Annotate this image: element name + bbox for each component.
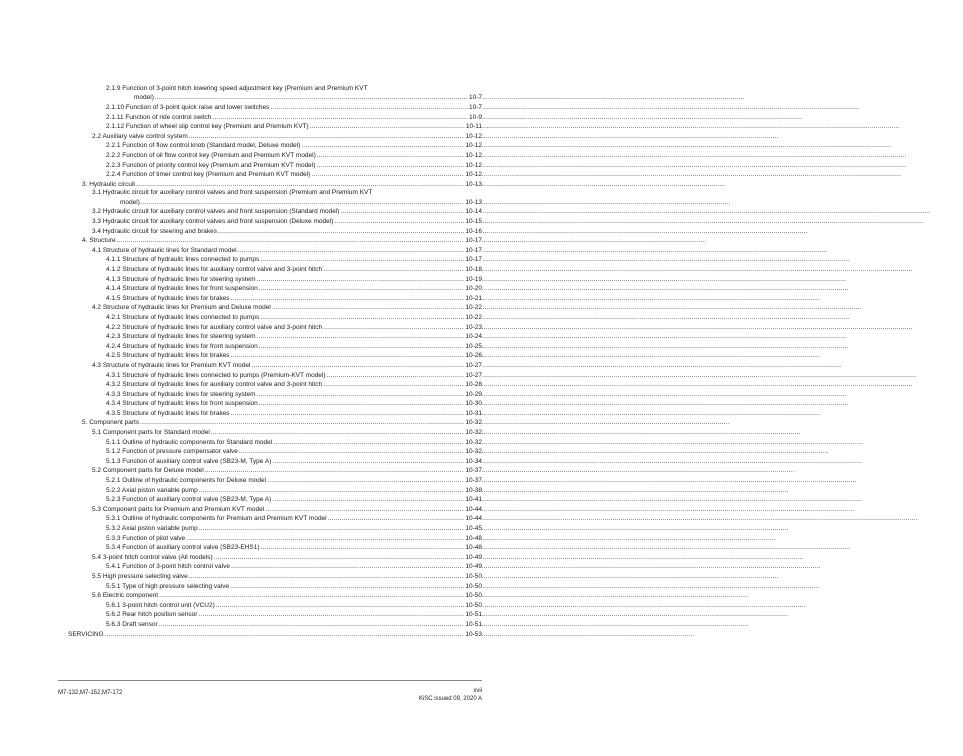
toc-leader-dots	[238, 247, 481, 255]
toc-leader-dots	[272, 496, 481, 504]
toc-leader-dots	[316, 162, 481, 170]
toc-leader-dots	[311, 171, 481, 179]
toc-entry-page: 10-17	[465, 246, 482, 254]
toc-entry-page: 10-12	[465, 142, 482, 150]
toc-entry-title: 5.3.1 Outline of hydraulic components for Premium and Premium KVT model	[106, 515, 327, 523]
toc-entry[interactable]	[0, 112, 522, 122]
toc-entry-page: 10-13	[465, 180, 482, 188]
toc-leader-dots	[189, 133, 481, 141]
toc-entry-title: 5.6.2 Rear hitch position sensor	[106, 611, 198, 619]
toc-leader-dots	[270, 104, 481, 112]
toc-entry[interactable]	[0, 523, 522, 533]
toc-leader-dots	[317, 152, 481, 160]
toc-entry[interactable]	[0, 571, 522, 581]
toc-entry[interactable]	[0, 485, 522, 495]
toc-entry-title: 4.3.2 Structure of hydraulic lines for auxiliary control valve and 3-point hitch	[106, 381, 323, 389]
toc-entry-title: 4.1 Structure of hydraulic lines for Standard model	[92, 246, 237, 254]
footer-info	[419, 687, 482, 703]
toc-entry[interactable]	[0, 465, 522, 475]
toc-entry[interactable]	[0, 389, 522, 399]
toc-leader-dots	[212, 114, 481, 122]
toc-leader-dots	[265, 506, 481, 514]
toc-entry-page: 10-51	[465, 620, 482, 628]
toc-entry-title: 4.2 Structure of hydraulic lines for Premium and Deluxe model	[92, 304, 271, 312]
toc-entry[interactable]	[0, 379, 522, 389]
toc-entry-title: 3.4 Hydraulic circuit for steering and brakes	[92, 227, 218, 235]
toc-leader-dots	[231, 352, 481, 360]
toc-entry-page: 10-9	[468, 113, 482, 121]
toc-entry-page: 10-50	[465, 601, 482, 609]
toc-entry-title: 2.2 Auxiliary valve control system	[92, 132, 188, 140]
toc-entry-title: 2.2.1 Function of flow control knob (Standard model, Deluxe model)	[106, 142, 301, 150]
toc-entry-title: 4. Structure	[82, 237, 116, 245]
toc-entry-title: 5.3 Component parts for Premium and Premium KVT model	[92, 505, 265, 513]
toc-leader-dots	[198, 611, 481, 619]
toc-entry-page: 10-17	[465, 256, 482, 264]
toc-entry-title: 3.2 Hydraulic circuit for auxiliary control valves and front suspension (Standard model)	[92, 208, 340, 216]
toc-entry-page: 10-22	[465, 304, 482, 312]
toc-leader-dots	[199, 487, 481, 495]
toc-leader-dots	[257, 391, 481, 399]
toc-entry[interactable]	[0, 417, 522, 427]
toc-leader-dots	[327, 372, 481, 380]
toc-entry-title: 4.2.5 Structure of hydraulic lines for brakes	[106, 352, 230, 360]
toc-leader-dots	[214, 554, 481, 562]
toc-leader-dots	[231, 410, 481, 418]
toc-entry[interactable]	[0, 102, 522, 112]
toc-entry-page: 10-51	[465, 611, 482, 619]
toc-leader-dots	[323, 266, 481, 274]
toc-leader-dots	[136, 181, 481, 189]
toc-leader-dots	[301, 142, 481, 150]
toc-entry-title: 5.1.3 Function of auxiliary control valve (SB23-M, Type A)	[106, 457, 272, 465]
toc-entry[interactable]	[0, 264, 522, 274]
toc-entry-page: 10-50	[465, 592, 482, 600]
toc-leader-dots	[218, 228, 481, 236]
toc-entry[interactable]	[0, 580, 522, 590]
toc-entry-page: 10-20	[465, 285, 482, 293]
toc-entry[interactable]	[0, 533, 522, 543]
toc-leader-dots	[251, 362, 481, 370]
toc-entry-page: 10-44	[465, 505, 482, 513]
toc-entry[interactable]	[0, 179, 522, 189]
toc-leader-dots	[261, 544, 481, 552]
toc-entry-page: 10-12	[465, 161, 482, 169]
toc-entry-title: 2.2.3 Function of priority control key (Premium and Premium KVT model)	[106, 161, 316, 169]
toc-entry-title: 4.3.1 Structure of hydraulic lines connected to pumps (Premium-KVT model)	[106, 371, 326, 379]
toc-entry-title: 4.1.1 Structure of hydraulic lines connected to pumps	[106, 256, 260, 264]
toc-entry-page: 10-7	[468, 104, 482, 112]
toc-leader-dots	[257, 276, 481, 284]
toc-entry-title: 2.1.12 Function of wheel slip control key (Premium and Premium KVT)	[106, 123, 309, 131]
toc-entry-title: 5.2.1 Outline of hydraulic components for Deluxe model	[106, 477, 267, 485]
toc-leader-dots	[199, 525, 481, 533]
toc-entry-title: 4.2.2 Structure of hydraulic lines for auxiliary control valve and 3-point hitch	[106, 323, 323, 331]
toc-entry-title: 4.2.4 Structure of hydraulic lines for front suspension	[106, 342, 258, 350]
toc-entry-page: 10-32	[465, 438, 482, 446]
toc-entry-title: 2.2.2 Function of oil flow control key (Premium and Premium KVT model)	[106, 152, 316, 160]
toc-entry-page: 10-19	[465, 275, 482, 283]
toc-leader-dots	[328, 515, 481, 523]
toc-entry-title: 5.2 Component parts for Deluxe model	[92, 467, 204, 475]
toc-entry[interactable]	[0, 188, 522, 196]
toc-entry-title: 4.1.5 Structure of hydraulic lines for brakes	[106, 294, 230, 302]
toc-entry[interactable]	[0, 140, 522, 150]
toc-entry-page: 10-11	[465, 123, 482, 131]
toc-entry-page: 10-12	[465, 171, 482, 179]
toc-entry[interactable]	[0, 150, 522, 160]
toc-entry[interactable]	[0, 84, 522, 92]
toc-entry-page: 10-48	[465, 534, 482, 542]
toc-leader-dots	[267, 477, 481, 485]
toc-leader-dots	[259, 343, 481, 351]
toc-leader-dots	[231, 563, 481, 571]
toc-entry[interactable]	[0, 302, 522, 312]
toc-entry-page: 10-45	[465, 525, 482, 532]
toc-entry-page: 10-12	[465, 132, 482, 140]
toc-entry-page: 10-32	[465, 448, 482, 456]
table-of-contents	[0, 84, 522, 638]
toc-entry-title: 4.1.3 Structure of hydraulic lines for steering system	[106, 275, 256, 283]
toc-entry[interactable]	[0, 513, 522, 523]
toc-entry-page: 10-16	[465, 227, 482, 235]
toc-leader-dots	[310, 123, 481, 131]
toc-entry-page: 10-44	[465, 515, 482, 523]
toc-entry[interactable]	[0, 475, 522, 485]
toc-entry-page: 10-50	[465, 572, 482, 580]
toc-leader-dots	[259, 400, 481, 408]
toc-leader-dots	[340, 208, 481, 216]
toc-entry-title: 5.3.2 Axial piston variable pump	[106, 525, 198, 532]
toc-entry-page: 10-49	[465, 563, 482, 571]
footer-page-number: xvii	[473, 688, 482, 694]
toc-entry-page: 10-32	[465, 429, 482, 437]
toc-entry[interactable]	[0, 427, 522, 437]
toc-entry-title: 5.4.1 Function of 3-point hitch control valve	[106, 563, 230, 571]
toc-leader-dots	[273, 439, 481, 447]
toc-entry[interactable]	[0, 283, 522, 293]
toc-entry-title: 5.1.1 Outline of hydraulic components for Standard model	[106, 438, 273, 446]
toc-entry[interactable]	[0, 360, 522, 370]
toc-entry-title: 5.1.2 Function of pressure compensator valve	[106, 448, 238, 456]
toc-entry-page: 10-22	[465, 313, 482, 321]
toc-entry-title: 3. Hydraulic circuit	[82, 180, 136, 188]
toc-entry-title: 4.2.1 Structure of hydraulic lines connected to pumps	[106, 313, 260, 321]
toc-entry-page: 10-21	[465, 294, 482, 302]
toc-entry-title: 4.1.4 Structure of hydraulic lines for front suspension	[106, 285, 258, 293]
toc-entry-page: 10-23	[465, 323, 482, 331]
toc-entry-page: 10-26	[465, 352, 482, 360]
toc-leader-dots	[117, 237, 481, 245]
toc-entry-title: 2.1.9 Function of 3-point hitch lowering speed adjustment key (Premium and Premium KVT	[106, 84, 368, 92]
toc-entry[interactable]	[0, 398, 522, 408]
toc-entry-page: 10-13	[465, 198, 482, 206]
toc-leader-dots	[105, 631, 481, 639]
toc-leader-dots	[140, 419, 481, 427]
toc-entry-page: 10-32	[465, 419, 482, 427]
toc-entry[interactable]	[0, 245, 522, 255]
toc-entry-title: 5.6.3 Draft sensor	[106, 620, 158, 628]
toc-entry-page: 10-29	[465, 390, 482, 398]
toc-entry-title: 4.1.2 Structure of hydraulic lines for auxiliary control valve and 3-point hitch	[106, 265, 323, 273]
toc-entry-title: 4.2.3 Structure of hydraulic lines for steering system	[106, 333, 256, 341]
toc-entry-title: 5.2.3 Function of auxiliary control valve (SB23-M, Type A)	[106, 496, 272, 504]
toc-entry[interactable]	[0, 121, 522, 131]
toc-leader-dots	[159, 621, 481, 629]
toc-entry-page: 10-53	[465, 630, 482, 638]
toc-entry[interactable]	[0, 456, 522, 466]
toc-entry[interactable]	[0, 206, 522, 216]
toc-entry-page: 10-17	[465, 237, 482, 245]
toc-leader-dots	[205, 467, 481, 475]
toc-entry-title: 3.1 Hydraulic circuit for auxiliary control valves and front suspension (Premium and Premium KVT	[92, 189, 373, 197]
toc-entry-title: 5. Component parts	[82, 419, 140, 427]
toc-entry[interactable]	[0, 235, 522, 245]
toc-entry-page: 10-37	[465, 477, 482, 485]
toc-entry-page: 10-37	[465, 467, 482, 475]
toc-entry[interactable]	[0, 628, 522, 638]
toc-leader-dots	[260, 256, 481, 264]
toc-leader-dots	[159, 592, 481, 600]
toc-entry-title: 5.6 Electric component	[92, 592, 159, 600]
toc-entry[interactable]	[0, 169, 522, 179]
toc-entry[interactable]	[0, 273, 522, 283]
toc-entry[interactable]	[0, 131, 522, 141]
toc-entry[interactable]	[0, 331, 522, 341]
toc-entry[interactable]	[0, 341, 522, 351]
toc-entry-title: 5.5 High pressure selecting valve	[92, 572, 188, 580]
toc-entry-page: 10-50	[465, 582, 482, 590]
toc-entry-title: 2.2.4 Function of timer control key (Premium and Premium KVT model)	[106, 171, 311, 179]
toc-entry-title: SERVICING	[68, 630, 104, 638]
toc-leader-dots	[141, 199, 481, 207]
footer-divider	[58, 680, 482, 681]
toc-entry-page: 10-28	[465, 381, 482, 389]
toc-entry-title: 2.1.11 Function of ride control switch	[106, 113, 212, 121]
toc-leader-dots	[260, 314, 481, 322]
toc-entry[interactable]	[0, 350, 522, 360]
toc-entry[interactable]	[0, 552, 522, 562]
toc-entry-title: 5.6.1 3-point hitch control unit (VCU2)	[106, 601, 215, 609]
toc-entry-title: 5.1 Component parts for Standard model	[92, 429, 210, 437]
toc-leader-dots	[230, 583, 481, 591]
toc-entry-page: 10-24	[465, 333, 482, 341]
toc-entry-page: 10-14	[465, 208, 482, 216]
toc-entry-page: 10-48	[465, 544, 482, 552]
toc-entry-title: 3.3 Hydraulic circuit for auxiliary control valves and front suspension (Deluxe model)	[92, 218, 334, 225]
toc-entry[interactable]	[0, 197, 522, 207]
toc-leader-dots	[189, 573, 481, 581]
toc-entry-page: 10-25	[465, 342, 482, 350]
toc-entry[interactable]	[0, 504, 522, 514]
toc-leader-dots	[323, 381, 481, 389]
toc-entry-title: 5.5.1 Type of high pressure selecting valve	[106, 582, 230, 590]
toc-entry-title: 4.3.4 Structure of hydraulic lines for front suspension	[106, 400, 258, 408]
toc-entry[interactable]	[0, 226, 522, 236]
footer-issue: KiSC issued 09, 2020 A	[418, 696, 482, 702]
toc-leader-dots	[257, 333, 481, 341]
toc-entry-page: 10-38	[465, 486, 482, 494]
toc-entry-page: 10-12	[465, 152, 482, 160]
footer-models: M7-132,M7-152,M7-172	[58, 690, 123, 696]
toc-entry[interactable]	[0, 369, 522, 379]
toc-entry[interactable]	[0, 619, 522, 629]
toc-entry[interactable]	[0, 216, 522, 226]
toc-entry-page: 10-30	[465, 400, 482, 408]
toc-entry[interactable]	[0, 254, 522, 264]
toc-entry-page: 10-18	[465, 265, 482, 273]
toc-entry-page: 10-49	[465, 553, 482, 561]
toc-entry-title: 4.3 Structure of hydraulic lines for Premium KVT model	[92, 361, 251, 369]
toc-entry-title: 2.1.10 Function of 3-point quick raise and lower switches	[106, 104, 270, 112]
toc-entry[interactable]	[0, 160, 522, 170]
toc-leader-dots	[231, 295, 481, 303]
toc-entry-page: 10-27	[465, 361, 482, 369]
toc-entry-page: 10-7	[468, 94, 482, 102]
toc-entry-title: 5.2.2 Axial piston variable pump	[106, 486, 198, 494]
toc-entry-title: 4.3.5 Structure of hydraulic lines for brakes	[106, 409, 230, 417]
toc-leader-dots	[272, 458, 481, 466]
toc-entry-page: 10-15	[465, 218, 482, 225]
toc-entry[interactable]	[0, 590, 522, 600]
toc-entry-page: 10-34	[465, 457, 482, 465]
toc-entry[interactable]	[0, 609, 522, 619]
toc-entry-page: 10-41	[465, 496, 482, 504]
toc-leader-dots	[323, 324, 481, 332]
toc-entry[interactable]	[0, 446, 522, 456]
toc-leader-dots	[334, 218, 481, 226]
toc-leader-dots	[239, 448, 481, 456]
toc-leader-dots	[272, 304, 481, 312]
toc-entry[interactable]	[0, 312, 522, 322]
toc-entry-page: 10-27	[465, 371, 482, 379]
toc-entry[interactable]	[0, 408, 522, 418]
toc-entry[interactable]	[0, 437, 522, 447]
toc-entry[interactable]	[0, 542, 522, 552]
toc-entry-title: model)	[134, 94, 154, 102]
toc-entry[interactable]	[0, 293, 522, 303]
toc-leader-dots	[186, 535, 481, 543]
toc-entry-page: 10-31	[465, 409, 482, 417]
toc-leader-dots	[259, 285, 481, 293]
toc-entry[interactable]	[0, 600, 522, 610]
toc-entry-title: 5.4 3-point hitch control valve (All models)	[92, 553, 213, 561]
toc-entry-title: model)	[120, 198, 140, 206]
toc-entry[interactable]	[0, 561, 522, 571]
toc-entry-title: 5.3.3 Function of pilot valve	[106, 534, 186, 542]
toc-leader-dots	[216, 602, 481, 610]
toc-leader-dots	[211, 429, 481, 437]
toc-entry[interactable]	[0, 494, 522, 504]
toc-entry-title: 5.3.4 Function of auxiliary control valve (SB23-EHS1)	[106, 544, 260, 552]
toc-leader-dots	[155, 94, 481, 102]
toc-entry-title: 4.3.3 Structure of hydraulic lines for steering system	[106, 390, 256, 398]
toc-entry[interactable]	[0, 321, 522, 331]
toc-entry[interactable]	[0, 92, 522, 102]
